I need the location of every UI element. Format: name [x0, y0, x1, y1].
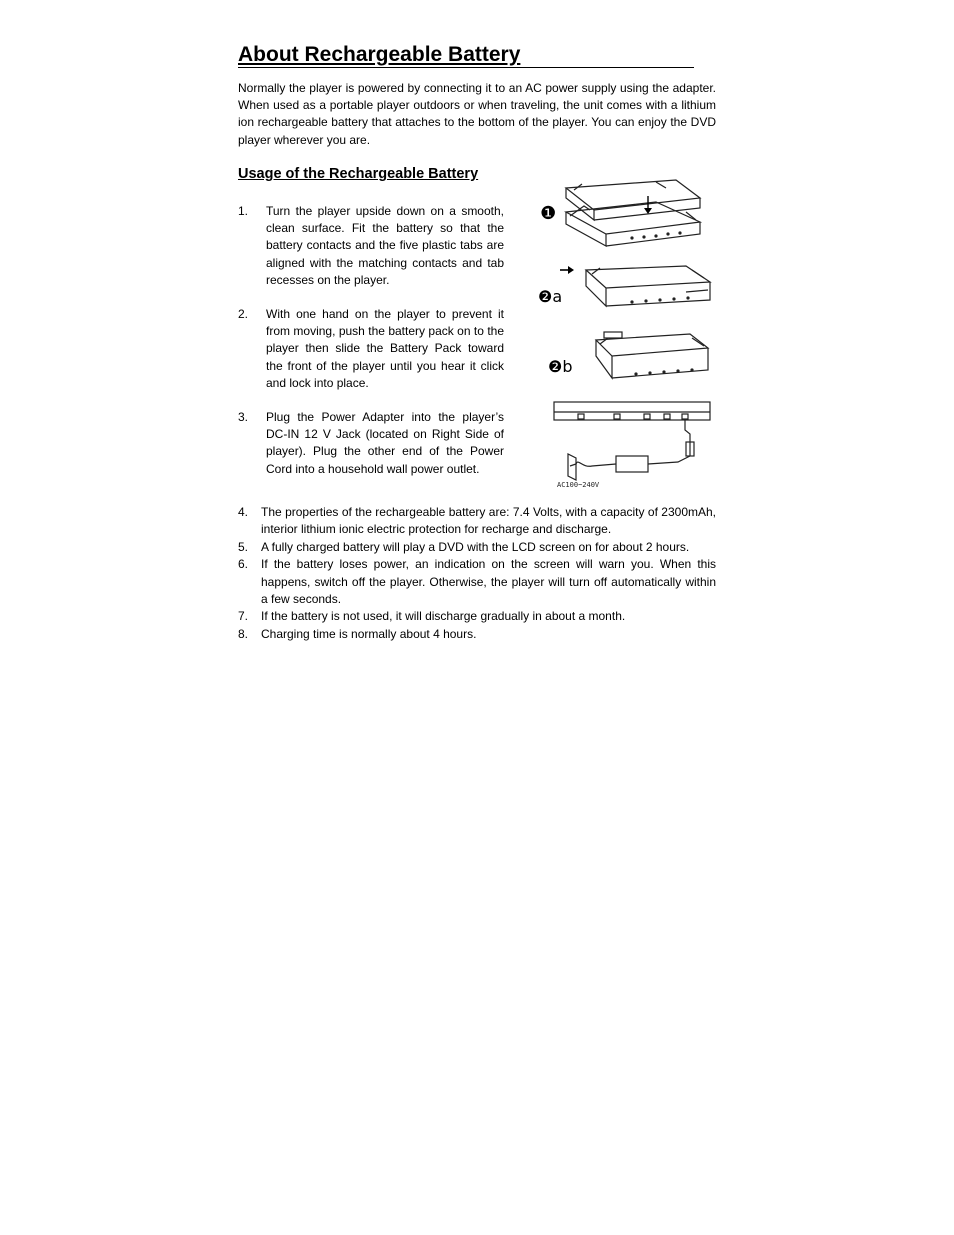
- battery-properties-list: [238, 504, 716, 643]
- item-text: Charging time is normally about 4 hours.: [261, 626, 477, 641]
- title-underline: [238, 67, 694, 68]
- section-heading: Usage of the Rechargeable Battery: [238, 166, 479, 182]
- intro-paragraph: Normally the player is powered by connecting it to an AC power supply using the adapter. When used as a portable player outdoors or when traveling, the unit comes with a lithium ion rechargeable battery that attaches to the bottom of the player. You can enjoy the DVD player wherever you are.: [238, 81, 716, 147]
- step-2a-badge: ❷a: [538, 287, 563, 306]
- step-item: [238, 203, 504, 289]
- step-item: [238, 409, 504, 478]
- item-number: 7.: [238, 609, 249, 624]
- step-text: With one hand on the player to prevent it from moving, push the battery pack on to the player then slide the Battery Pack toward the front of the player until you hear it click and lock into place.: [266, 307, 504, 390]
- step-text: Plug the Power Adapter into the player’s DC-IN 12 V Jack (located on Right Side of player). Plug the other end of the Power Cord into a household wall power outlet.: [266, 410, 504, 476]
- step-number: 2.: [238, 307, 249, 321]
- item-number: 4.: [238, 505, 249, 519]
- list-item: [238, 504, 716, 539]
- step-item: [238, 306, 504, 392]
- battery-locked-illustration-b: [546, 330, 712, 386]
- item-text: A fully charged battery will play a DVD with the LCD screen on for about 2 hours.: [261, 539, 690, 554]
- step-2b-badge: ❷b: [548, 357, 573, 376]
- step-number: 3.: [238, 410, 249, 424]
- page-title: About Rechargeable Battery: [238, 43, 521, 66]
- list-item: [238, 539, 716, 556]
- list-item: [238, 556, 716, 608]
- step-text: Turn the player upside down on a smooth, clean surface. Fit the battery so that the battery contacts and the five plastic tabs are aligned with the matching contacts and tab recesses on the player.: [266, 204, 504, 287]
- step-1-badge: ❶: [540, 203, 557, 224]
- step-number: 1.: [238, 204, 249, 218]
- item-text: If the battery loses power, an indication on the screen will warn you. When this happens, switch off the player. Otherwise, the player will turn off automatically within a few seconds.: [261, 557, 716, 607]
- list-item: [238, 608, 716, 625]
- voltage-label: AC100~240V: [557, 481, 600, 489]
- power-adapter-illustration: [552, 400, 714, 490]
- battery-slide-illustration-a: [536, 262, 716, 314]
- item-number: 5.: [238, 539, 249, 554]
- item-text: The properties of the rechargeable battery are: 7.4 Volts, with a capacity of 2300mAh, interior lithium ionic electric protection for recharge and discharge.: [261, 505, 716, 537]
- item-number: 8.: [238, 626, 249, 641]
- item-number: 6.: [238, 557, 249, 572]
- list-item: [238, 626, 716, 643]
- item-text: If the battery is not used, it will discharge gradually in about a month.: [261, 609, 626, 624]
- battery-fit-illustration: [536, 176, 712, 248]
